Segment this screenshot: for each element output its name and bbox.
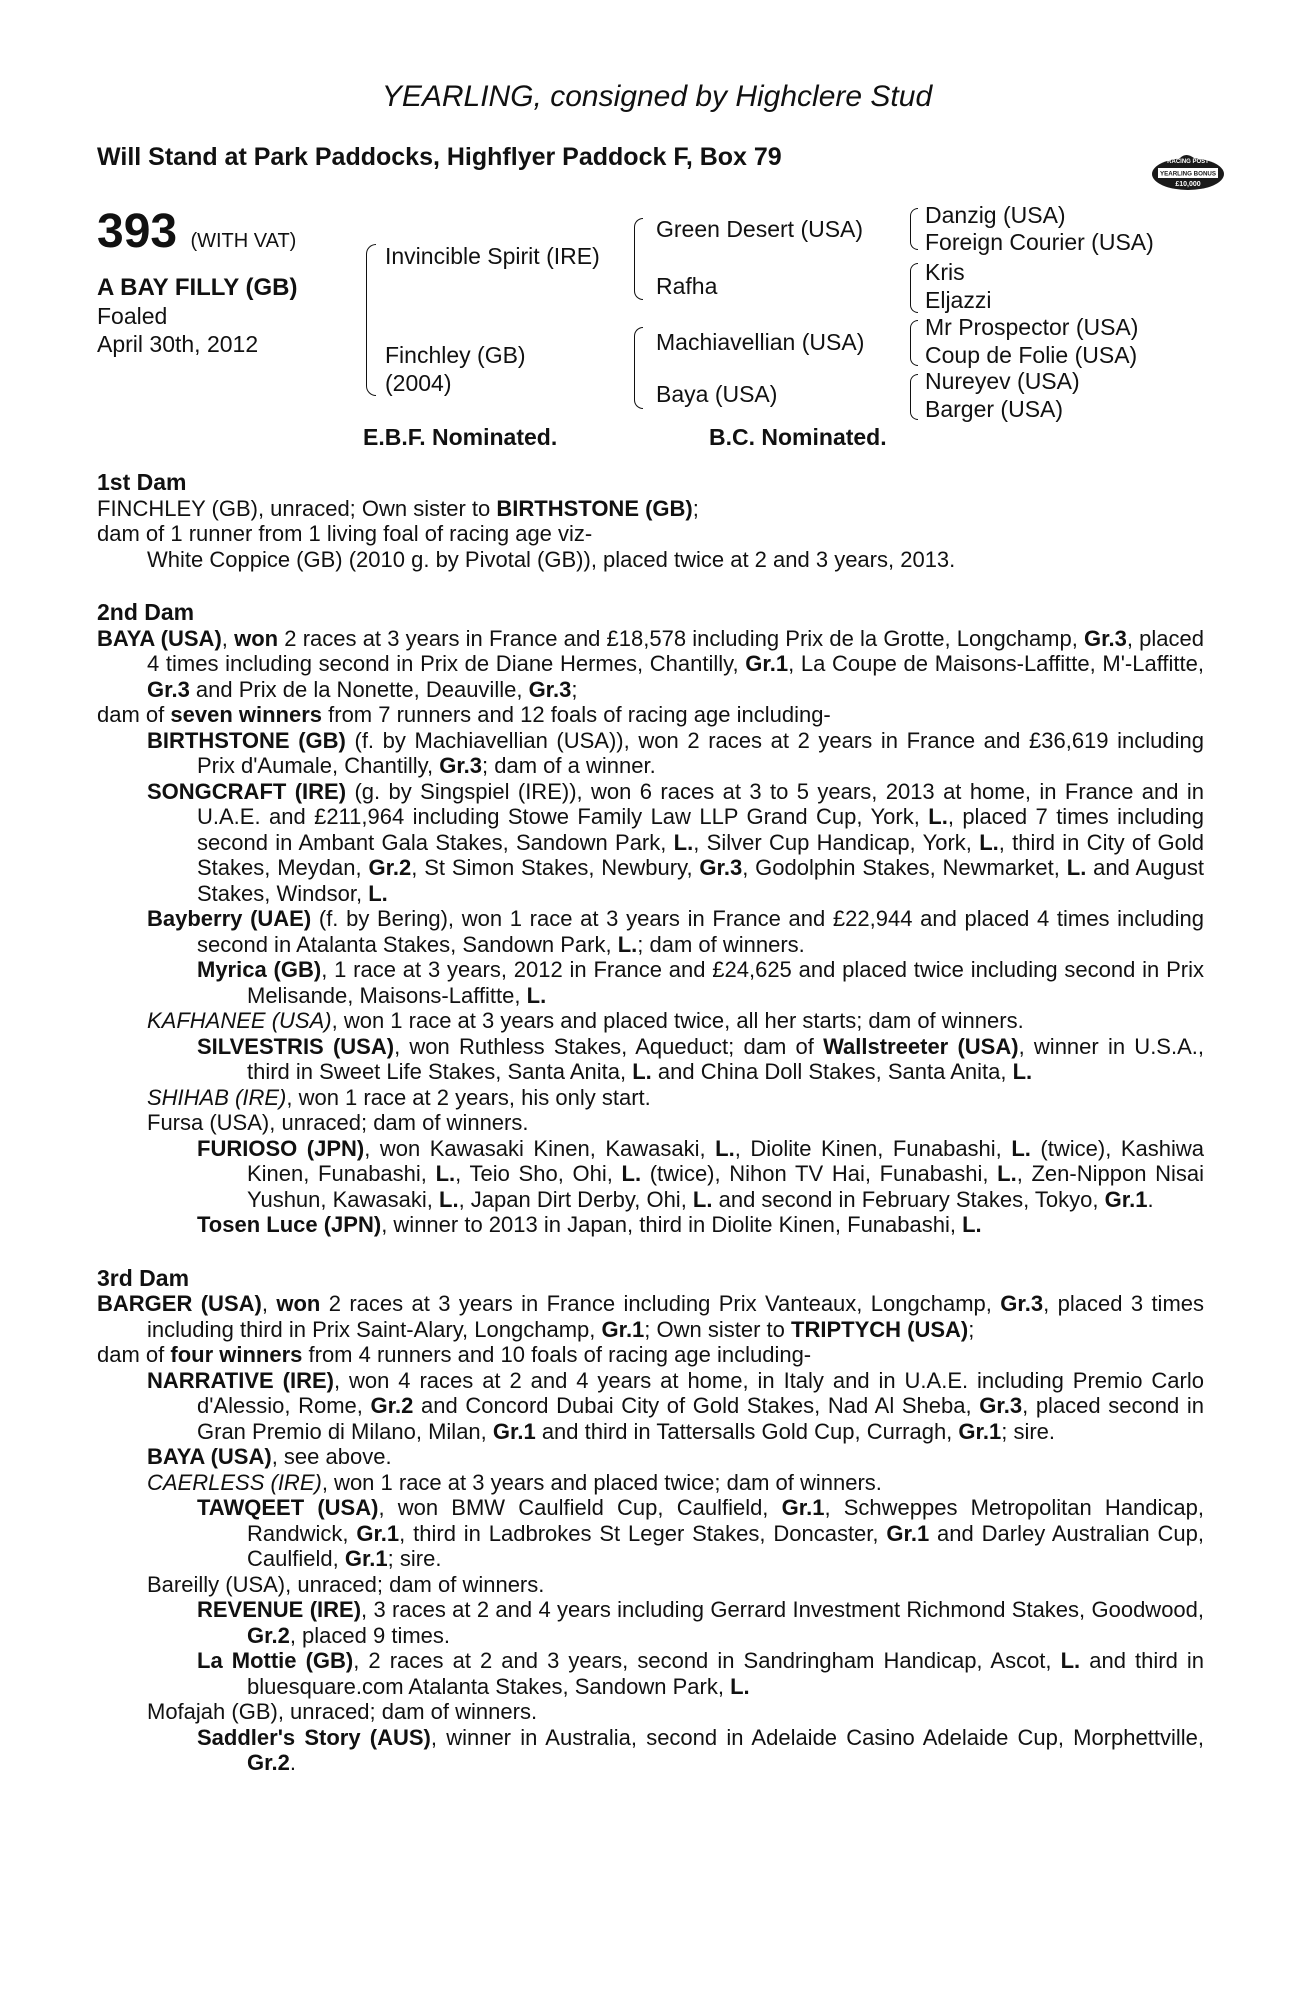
yearling-bonus-badge-icon (1150, 150, 1226, 198)
ped-ggp-7: Nureyev (USA) (925, 368, 1080, 394)
ped-dam-sire: Machiavellian (USA) (656, 329, 865, 355)
first-dam-progeny: White Coppice (GB) (2010 g. by Pivotal (GB)), placed twice at 2 and 3 years, 2013. (147, 546, 956, 572)
brace-sire-line (634, 218, 643, 300)
produce-saddlers-story: Saddler's Story (AUS), winner in Australia, second in Adelaide Casino Adelaide Cup, Morphettville, Gr.2. (197, 1724, 1204, 1775)
first-dam-line-1: FINCHLEY (GB), unraced; Own sister to BIRTHSTONE (GB); (97, 495, 699, 521)
lot-vat: (WITH VAT) (190, 230, 297, 252)
produce-bayberry: Bayberry (UAE) (f. by Bering), won 1 race at 3 years in France and £22,944 and placed 4 times including second in Atalanta Stakes, Sandown Park, L.; dam of winners. (147, 906, 1205, 957)
brace-ggp-2 (910, 263, 918, 313)
first-dam-heading: 1st Dam (97, 469, 187, 495)
ped-dam-year: (2004) (385, 370, 452, 396)
produce-silvestris: SILVESTRIS (USA), won Ruthless Stakes, Aqueduct; dam of Wallstreeter (USA), winner in U.S.A., third in Sweet Life Stakes, Santa Anita, L. and China Doll Stakes, Santa Anita, L. (197, 1033, 1204, 1084)
foaled-label: Foaled (97, 303, 168, 329)
ped-ggp-5: Mr Prospector (USA) (925, 314, 1139, 340)
brace-sire-dam (366, 244, 376, 396)
family-record (97, 470, 1204, 1776)
first-dam-line-2: dam of 1 runner from 1 living foal of racing age viz- (97, 521, 593, 546)
lot-number-line (97, 205, 297, 265)
second-dam-record: BAYA (USA), won 2 races at 3 years in France and £18,578 including Prix de la Grotte, Longchamp, Gr.3, placed 4 times including second in Prix de Diane Hermes, Chantilly, Gr.1, La Coupe de Maisons-Laffitte, M'-Laffitte, Gr.3 and Prix de la Nonette, Deauville, Gr.3; (97, 625, 1204, 702)
page-title: YEARLING, consigned by Highclere Stud (381, 80, 933, 113)
badge-amount: £10,000 (1175, 181, 1201, 188)
ped-ggp-3: Kris (925, 259, 965, 285)
produce-birthstone: BIRTHSTONE (GB) (f. by Machiavellian (USA)), won 2 races at 2 years in France and £36,619 including Prix d'Aumale, Chantilly, Gr.3; dam of a winner. (147, 727, 1204, 778)
produce-mofajah: Mofajah (GB), unraced; dam of winners. (147, 1699, 538, 1724)
third-dam-produce-summary: dam of four winners from 4 runners and 10 foals of racing age including- (97, 1342, 812, 1367)
ebf-nominated: E.B.F. Nominated. (363, 424, 558, 450)
produce-myrica: Myrica (GB), 1 race at 3 years, 2012 in France and £24,625 and placed twice including second in Prix Melisande, Maisons-Laffitte, L. (197, 957, 1204, 1008)
stand-location: Will Stand at Park Paddocks, Highflyer Paddock F, Box 79 (97, 143, 782, 171)
produce-furioso: FURIOSO (JPN), won Kawasaki Kinen, Kawasaki, L., Diolite Kinen, Funabashi, L. (twice), Kashiwa Kinen, Funabashi, L., Teio Sho, Ohi, L. (twice), Nihon TV Hai, Funabashi, L., Zen-Nippon Nisai Yushun, Kawasaki, L., Japan Dirt Derby, Ohi, L. and second in February Stakes, Tokyo, Gr.1. (197, 1135, 1205, 1212)
produce-fursa: Fursa (USA), unraced; dam of winners. (147, 1110, 529, 1135)
produce-kafhanee: KAFHANEE (USA), won 1 race at 3 years and placed twice, all her starts; dam of winners. (147, 1008, 1024, 1033)
produce-tosen-luce: Tosen Luce (JPN), winner to 2013 in Japan, third in Diolite Kinen, Funabashi, L. (197, 1212, 982, 1237)
produce-bareilly: Bareilly (USA), unraced; dam of winners. (147, 1571, 545, 1597)
brace-ggp-1 (910, 208, 918, 250)
foaled-info (97, 302, 317, 358)
horse-name: BIRTHSTONE (GB) (496, 495, 693, 521)
brace-ggp-3 (910, 320, 918, 366)
badge-brand: RACING POST (1167, 159, 1209, 165)
ped-ggp-2: Foreign Courier (USA) (925, 229, 1154, 255)
produce-la-mottie: La Mottie (GB), 2 races at 2 and 3 years, second in Sandringham Handicap, Ascot, L. and third in bluesquare.com Atalanta Stakes, Sandown Park, L. (197, 1648, 1204, 1699)
produce-shihab: SHIHAB (IRE), won 1 race at 2 years, his only start. (147, 1084, 651, 1110)
produce-caerless: CAERLESS (IRE), won 1 race at 3 years and placed twice; dam of winners. (147, 1469, 882, 1495)
badge-label: YEARLING BONUS (1159, 170, 1217, 178)
bc-nominated: B.C. Nominated. (709, 424, 887, 450)
second-dam-produce-summary: dam of seven winners from 7 runners and 12 foals of racing age including- (97, 702, 831, 727)
brace-ggp-4 (910, 374, 918, 420)
produce-revenue: REVENUE (IRE), 3 races at 2 and 4 years including Gerrard Investment Richmond Stakes, Goodwood, Gr.2, placed 9 times. (197, 1597, 1205, 1648)
produce-baya: BAYA (USA), see above. (147, 1444, 392, 1469)
third-dam-heading: 3rd Dam (97, 1264, 190, 1291)
ped-ggp-1: Danzig (USA) (925, 202, 1066, 228)
ped-dam-dam: Baya (USA) (656, 381, 778, 407)
lot-description: A BAY FILLY (GB) (97, 274, 298, 301)
foaled-date: April 30th, 2012 (97, 331, 259, 357)
ped-ggp-6: Coup de Folie (USA) (925, 342, 1138, 368)
lot-number: 393 (97, 205, 178, 258)
produce-songcraft: SONGCRAFT (IRE) (g. by Singspiel (IRE)), won 6 races at 3 to 5 years, 2013 at home, in France and in U.A.E. and £211,964 including Stowe Family Law LLP Grand Cup, York, L., placed 7 times including second in Ambant Gala Stakes, Sandown Park, L., Silver Cup Handicap, York, L., third in City of Gold Stakes, Meydan, Gr.2, St Simon Stakes, Newbury, Gr.3, Godolphin Stakes, Newmarket, L. and August Stakes, Windsor, L. (147, 778, 1204, 906)
ped-ggp-4: Eljazzi (925, 287, 992, 313)
ped-sire: Invincible Spirit (IRE) (385, 243, 600, 269)
brace-dam-line (634, 327, 643, 409)
produce-narrative: NARRATIVE (IRE), won 4 races at 2 and 4 years at home, in Italy and in U.A.E. including Premio Carlo d'Alessio, Rome, Gr.2 and Concord Dubai City of Gold Stakes, Nad Al Sheba, Gr.3, placed second in Gran Premio di Milano, Milan, Gr.1 and third in Tattersalls Gold Cup, Curragh, Gr.1; sire. (147, 1367, 1204, 1444)
produce-tawqeet: TAWQEET (USA), won BMW Caulfield Cup, Caulfield, Gr.1, Schweppes Metropolitan Handicap, Randwick, Gr.1, third in Ladbrokes St Leger Stakes, Doncaster, Gr.1 and Darley Australian Cup, Caulfield, Gr.1; sire. (197, 1495, 1204, 1571)
second-dam-heading: 2nd Dam (97, 599, 195, 625)
third-dam-record: BARGER (USA), won 2 races at 3 years in France including Prix Vanteaux, Longchamp, Gr.3, placed 3 times including third in Prix Saint-Alary, Longchamp, Gr.1; Own sister to TRIPTYCH (USA); (97, 1291, 1204, 1342)
ped-sire-sire: Green Desert (USA) (656, 216, 864, 242)
ped-dam: Finchley (GB) (385, 342, 526, 368)
ped-sire-dam: Rafha (656, 273, 718, 299)
ped-ggp-8: Barger (USA) (925, 396, 1064, 422)
